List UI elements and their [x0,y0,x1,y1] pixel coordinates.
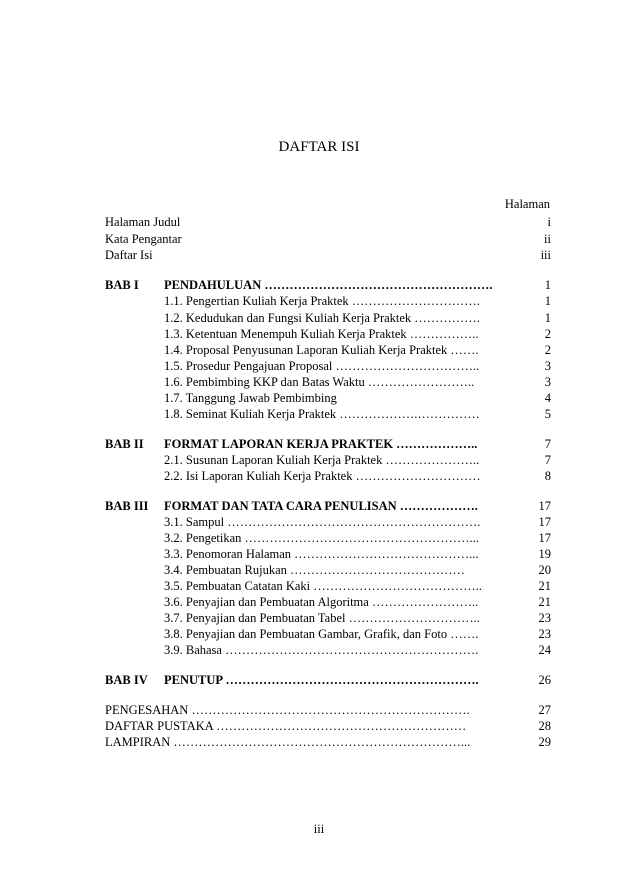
toc-entry [105,702,551,718]
toc-entry-text: 3.2. Pengetikan ………………………………………………... [164,531,479,545]
toc-entry-page: 1 [544,311,551,325]
toc-entry-page: 3 [544,375,551,389]
toc-entry-page: 20 [538,563,551,577]
toc-entry-text: 3.4. Pembuatan Rujukan …………………………………… [164,563,466,577]
toc-entry-page: iii [540,248,551,262]
toc-entry-page: 7 [544,437,551,451]
toc-entry-page: 8 [544,469,551,483]
toc-entry [105,562,551,578]
chapter-number: BAB III [105,499,149,513]
toc-entry-text: 1.4. Proposal Penyusunan Laporan Kuliah Kerja Praktek ……. [164,343,479,357]
toc-entry-text: 1.3. Ketentuan Menempuh Kuliah Kerja Praktek …………….. [164,327,479,341]
toc-entry-page: 21 [538,579,551,593]
chapter-title: PENUTUP ……………………………………………………. [164,673,479,687]
chapter-number: BAB I [105,278,139,292]
toc-entry-page: ii [544,232,551,246]
toc-entry-text: PENGESAHAN …………………………………………………………. [105,703,470,717]
toc-entry-page: 21 [538,595,551,609]
chapter-heading [105,277,551,293]
toc-entry [105,231,551,247]
toc-entry [105,310,551,326]
toc-entry-text: 2.1. Susunan Laporan Kuliah Kerja Praktek ………………….. [164,453,480,467]
toc-entry-text: 1.1. Pengertian Kuliah Kerja Praktek …………………………. [164,294,480,308]
toc-entry [105,247,551,263]
toc-entry [105,390,551,406]
toc-entry-page: 5 [544,407,551,421]
toc-entry [105,452,551,468]
toc-entry-text: 3.3. Penomoran Halaman ……………………………………... [164,547,479,561]
toc-entry-text: 3.8. Penyajian dan Pembuatan Gambar, Grafik, dan Foto ……. [164,627,479,641]
toc-entry-page: 26 [538,673,551,687]
page-number-footer: iii [313,822,325,836]
toc-entry-page: 23 [538,611,551,625]
toc-entry [105,406,551,422]
toc-entry [105,214,551,230]
toc-entry [105,578,551,594]
toc-entry-text: 1.2. Kedudukan dan Fungsi Kuliah Kerja Praktek ……………. [164,311,480,325]
toc-entry-page: 2 [544,327,551,341]
toc-entry-page: 7 [544,453,551,467]
chapter-number: BAB II [105,437,144,451]
page-column-header: Halaman [504,197,550,211]
toc-entry-text: 1.5. Prosedur Pengajuan Proposal …………………………….. [164,359,480,373]
toc-entry-page: 24 [538,643,551,657]
toc-entry [105,626,551,642]
chapter-heading [105,498,551,514]
toc-entry [105,468,551,484]
toc-entry [105,594,551,610]
toc-entry-page: 29 [538,735,551,749]
chapter-number: BAB IV [105,673,148,687]
toc-entry-page: 28 [538,719,551,733]
toc-entry [105,358,551,374]
toc-entry [105,642,551,658]
toc-entry [105,718,551,734]
toc-entry-page: 19 [538,547,551,561]
toc-entry-text: 2.2. Isi Laporan Kuliah Kerja Praktek ………………………… [164,469,481,483]
toc-entry-text: 3.9. Bahasa ……………………………………………………. [164,643,479,657]
toc-entry [105,326,551,342]
page-title: DAFTAR ISI [278,139,360,155]
toc-entry-text: Halaman Judul [105,215,181,229]
chapter-title: PENDAHULUAN ………………………………………………. [164,278,493,292]
toc-entry-page: 1 [544,278,551,292]
chapter-title: FORMAT LAPORAN KERJA PRAKTEK ……………….. [164,437,478,451]
toc-entry [105,546,551,562]
toc-entry-text: 1.8. Seminat Kuliah Kerja Praktek ……………….…………… [164,407,480,421]
toc-entry-page: 17 [538,499,551,513]
chapter-heading [105,436,551,452]
chapter-heading [105,672,551,688]
toc-entry-text: 1.6. Pembimbing KKP dan Batas Waktu …………………….. [164,375,475,389]
chapter-title: FORMAT DAN TATA CARA PENULISAN ………………. [164,499,478,513]
toc-entry-text: 3.6. Penyajian dan Pembuatan Algoritma …………………….. [164,595,479,609]
toc-entry [105,374,551,390]
toc-entry [105,293,551,309]
toc-entry-text: Kata Pengantar [105,232,182,246]
toc-entry-text: LAMPIRAN ……………………………………………………………... [105,735,471,749]
toc-entry-text: 3.5. Pembuatan Catatan Kaki ………………………………….. [164,579,483,593]
toc-entry-page: 17 [538,515,551,529]
toc-entry-page: 2 [544,343,551,357]
toc-entry-text: Daftar Isi [105,248,153,262]
toc-entry-page: 1 [544,294,551,308]
toc-entry-text: 3.7. Penyajian dan Pembuatan Tabel ………………………….. [164,611,480,625]
toc-entry-page: 17 [538,531,551,545]
toc-entry [105,530,551,546]
toc-entry-text: 3.1. Sampul ……………………………………………………. [164,515,481,529]
toc-entry-page: 27 [538,703,551,717]
toc-entry-page: 3 [544,359,551,373]
toc-entry-page: 4 [544,391,551,405]
toc-entry-page: 23 [538,627,551,641]
toc-entry [105,610,551,626]
toc-entry-text: DAFTAR PUSTAKA …………………………………………………… [105,719,467,733]
toc-entry [105,342,551,358]
toc-entry [105,514,551,530]
toc-entry-page: i [547,215,551,229]
toc-entry [105,734,551,750]
toc-entry-text: 1.7. Tanggung Jawab Pembimbing [164,391,337,405]
